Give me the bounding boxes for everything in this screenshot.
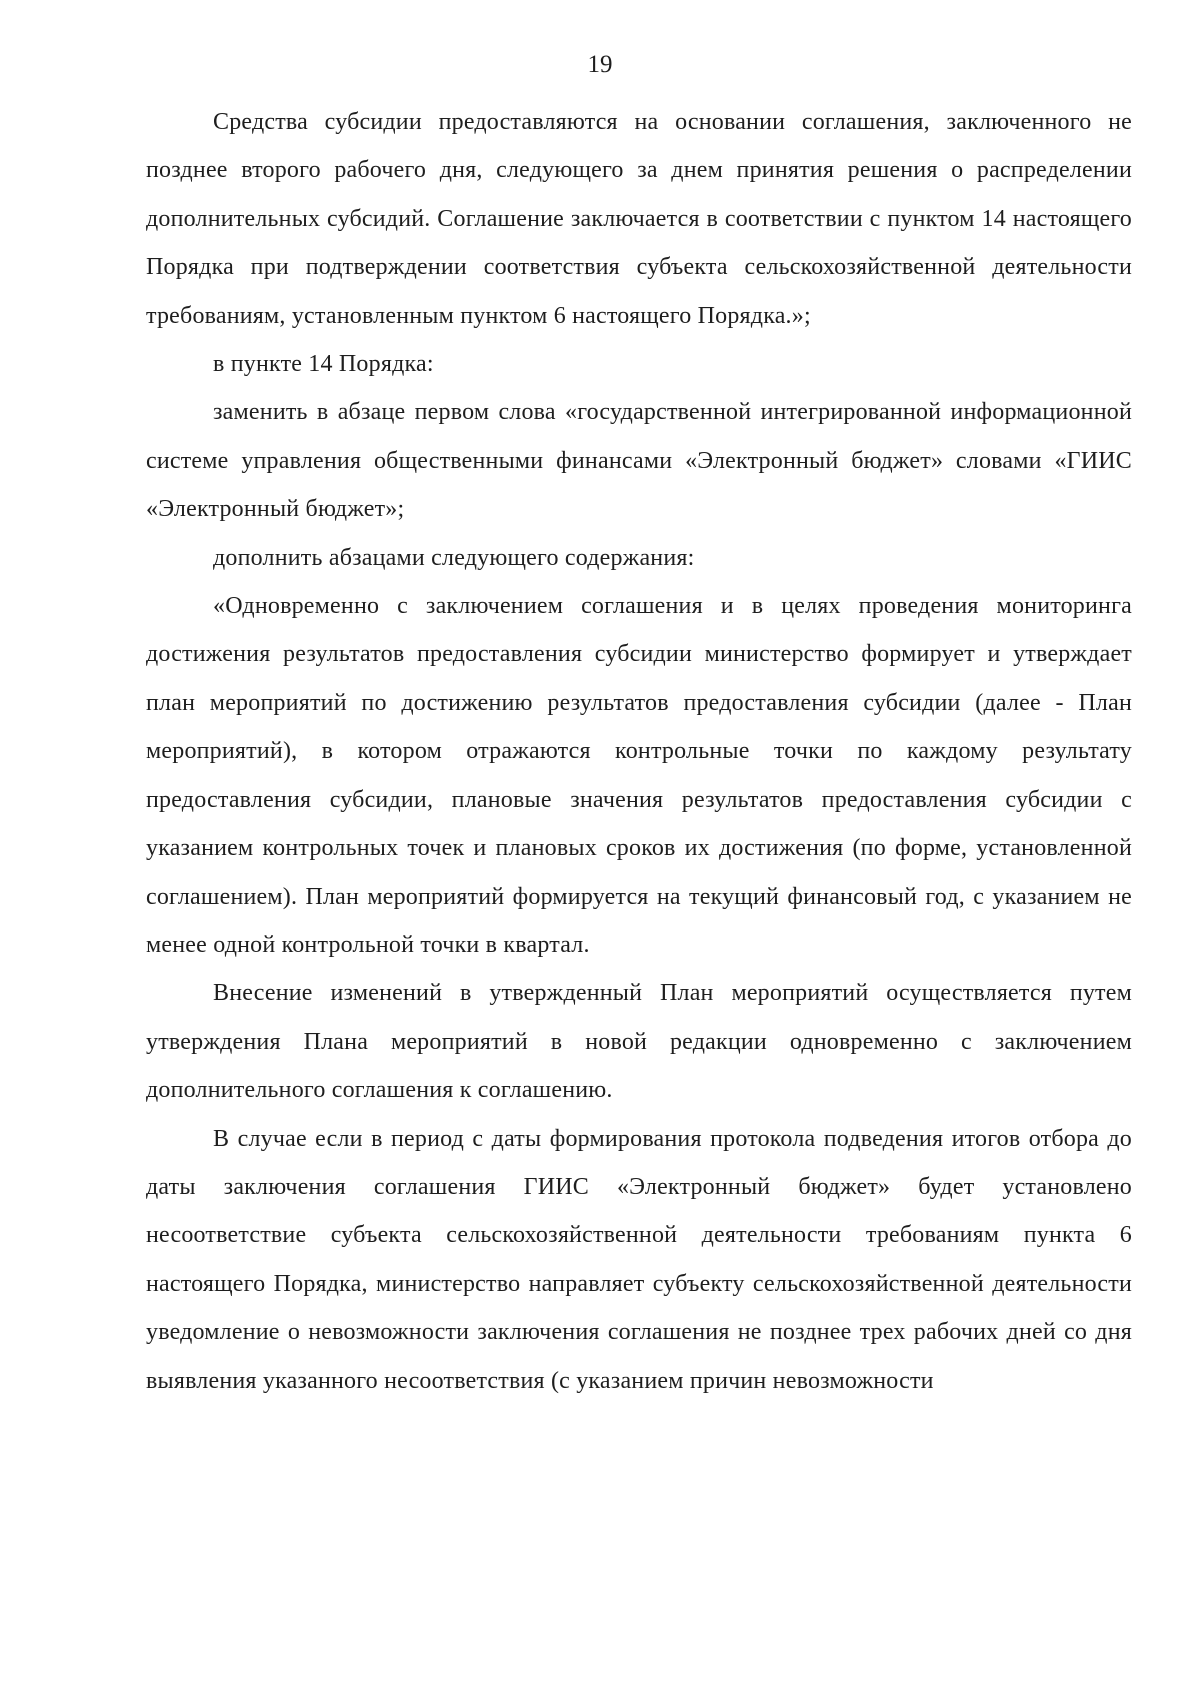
paragraph: Средства субсидии предоставляются на основании соглашения, заключенного не позднее второго рабочего дня, следующего за днем принятия решения о распределении дополнительных субсидий. Соглашение заключается в соответствии с пунктом 14 настоящего Порядка при подтверждении соответствия субъекта сельскохозяйственной деятельности требованиям, установленным пунктом 6 настоящего Порядка.»; — [146, 109, 1132, 329]
paragraph: Внесение изменений в утвержденный План мероприятий осуществляется путем утверждения Плана мероприятий в новой редакции одновременно с заключением дополнительного соглашения к соглашению. — [146, 980, 1132, 1104]
paragraph: дополнить абзацами следующего содержания: — [213, 544, 695, 571]
paragraph: заменить в абзаце первом слова «государственной интегрированной информационной системе управления общественными финансами «Электронный бюджет» словами «ГИИС «Электронный бюджет»; — [146, 399, 1132, 523]
page-number: 19 — [587, 51, 613, 78]
paragraph: В случае если в период с даты формирования протокола подведения итогов отбора до даты заключения соглашения ГИИС «Электронный бюджет» будет установлено несоответствие субъекта сельскохозяйственной деятельности требованиям пункта 6 настоящего Порядка, министерство направляет субъекту сельскохозяйственной деятельности уведомление о невозможности заключения соглашения не позднее трех рабочих дней со дня выявления указанного несоответствия (с указанием причин невозможности — [146, 1125, 1132, 1394]
document-body — [146, 98, 1132, 1405]
paragraph: «Одновременно с заключением соглашения и в целях проведения мониторинга достижения результатов предоставления субсидии министерство формирует и утверждает план мероприятий по достижению результатов предоставления субсидии (далее - План мероприятий), в котором отражаются контрольные точки по каждому результату предоставления субсидии, плановые значения результатов предоставления субсидии с указанием контрольных точек и плановых сроков их достижения (по форме, установленной соглашением). План мероприятий формируется на текущий финансовый год, с указанием не менее одной контрольной точки в квартал. — [146, 593, 1132, 958]
paragraph: в пункте 14 Порядка: — [213, 351, 434, 378]
